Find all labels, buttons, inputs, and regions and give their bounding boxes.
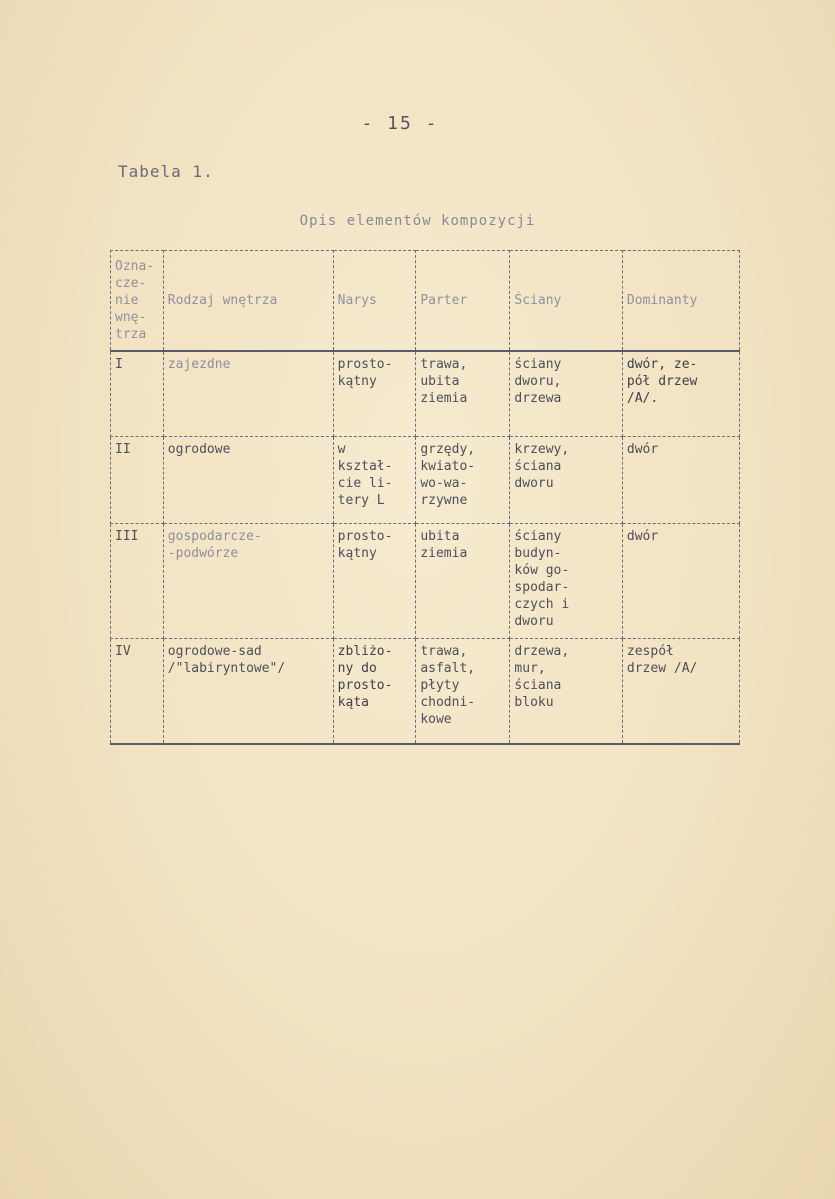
cell-ground: trawa, asfalt, płyty chodni- kowe [416,639,510,744]
cell-interior-type: ogrodowe-sad /"labiryntowe"/ [163,639,333,744]
header-interior-type: Rodzaj wnętrza [163,251,333,351]
cell-walls: ściany dworu, drzewa [510,351,622,437]
cell-dominants: dwór [622,523,739,638]
header-dominants: Dominanty [622,251,739,351]
cell-dominants: dwór, ze- pół drzew /A/. [622,351,739,437]
cell-code: IV [111,639,164,744]
cell-plan: zbliżo- ny do prosto- kąta [333,639,416,744]
cell-walls: krzewy, ściana dworu [510,437,622,523]
cell-plan: prosto- kątny [333,351,416,437]
table-row [111,437,740,523]
header-plan: Narys [333,251,416,351]
table-row [111,523,740,638]
cell-interior-type: ogrodowe [163,437,333,523]
cell-walls: ściany budyn- ków go- spodar- czych i dworu [510,523,622,638]
table-title: Opis elementów kompozycji [299,213,536,229]
cell-code: III [111,523,164,638]
cell-plan: prosto- kątny [333,523,416,638]
cell-ground: ubita ziemia [416,523,510,638]
cell-interior-type: zajezdne [163,351,333,437]
cell-interior-type: gospodarcze- -podwórze [163,523,333,638]
cell-dominants: zespół drzew /A/ [622,639,739,744]
cell-dominants: dwór [622,437,739,523]
composition-elements-table [110,250,740,745]
table-caption: Tabela 1. [118,162,214,181]
table-row [111,351,740,437]
cell-code: II [111,437,164,523]
header-walls: Ściany [510,251,622,351]
cell-plan: w kształ- cie li- tery L [333,437,416,523]
cell-walls: drzewa, mur, ściana bloku [510,639,622,744]
cell-ground: grzędy, kwiato- wo-wa- rzywne [416,437,510,523]
table-row [111,639,740,744]
cell-code: I [111,351,164,437]
header-ground: Parter [416,251,510,351]
cell-ground: trawa, ubita ziemia [416,351,510,437]
table-header-row [111,251,740,351]
page-number: - 15 - [361,113,439,134]
header-code: Ozna- cze- nie wnę- trza [111,251,164,351]
